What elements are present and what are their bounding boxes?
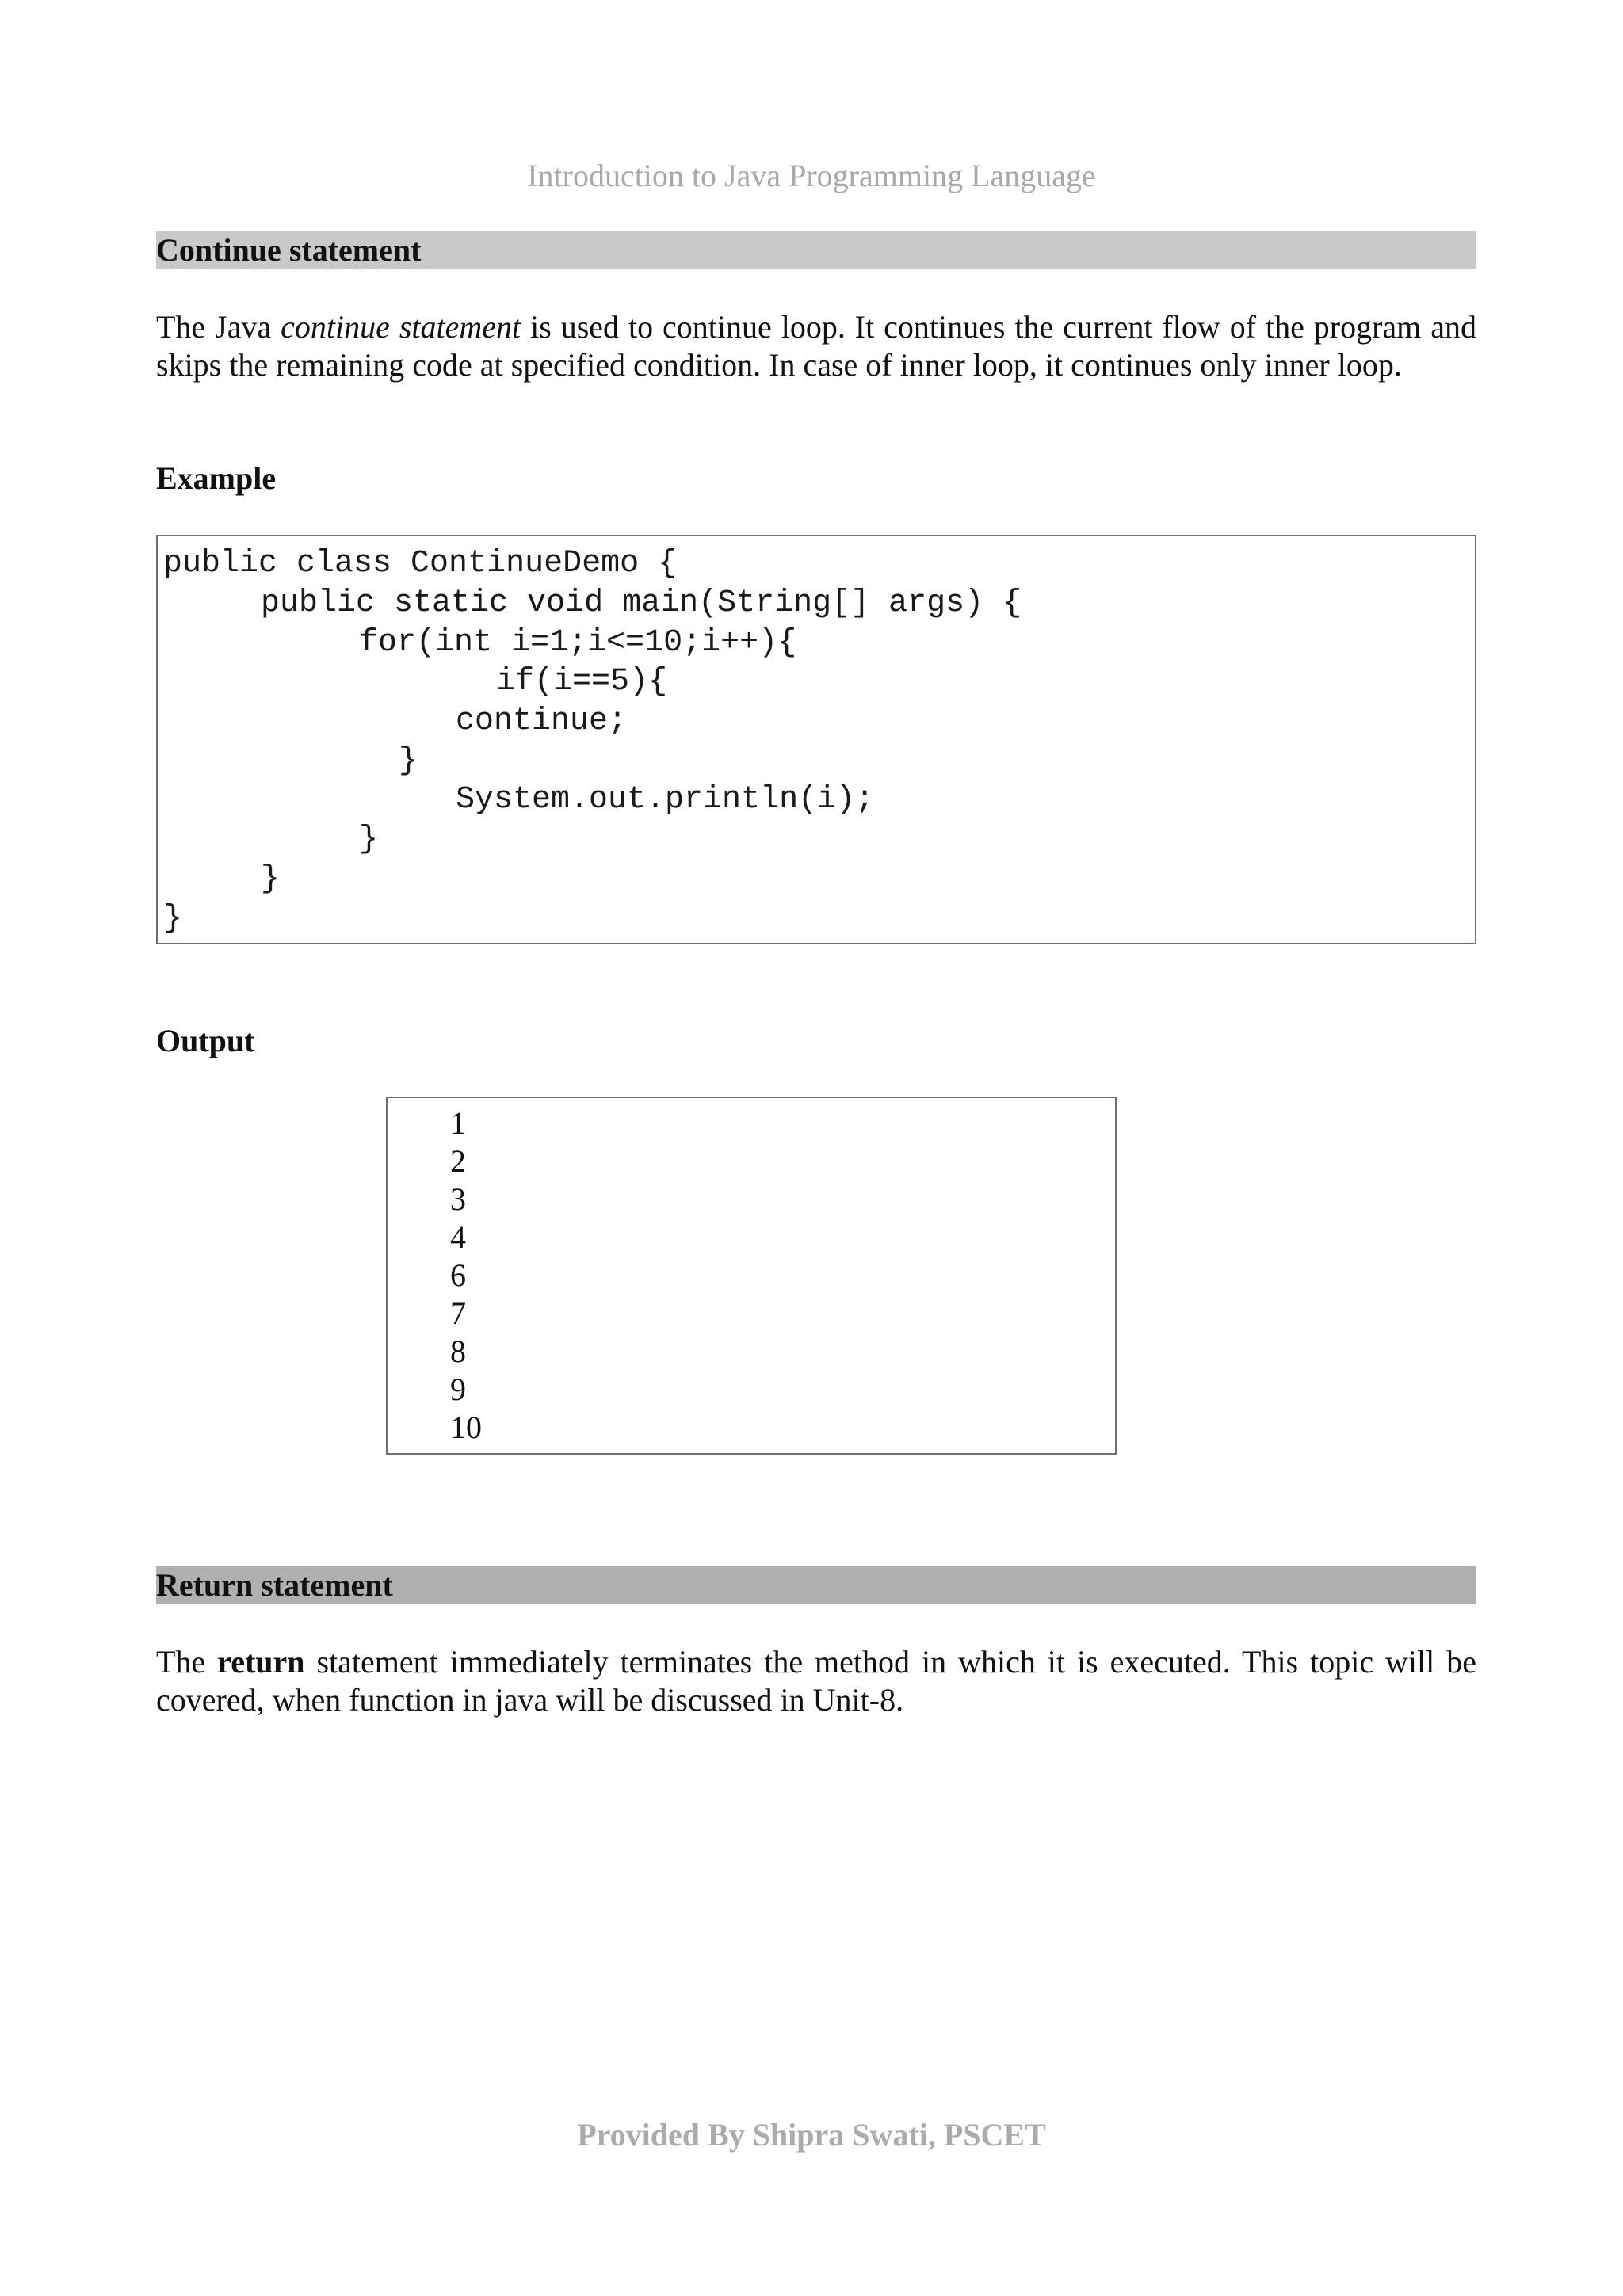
output-box (386, 1097, 1117, 1455)
output-value: 6 (450, 1257, 466, 1293)
output-value: 10 (450, 1409, 482, 1445)
code-line: public static void main(String[] args) { (261, 585, 1022, 621)
code-line: } (399, 743, 418, 779)
output-value: 1 (450, 1105, 466, 1141)
continue-description-emphasis: continue statement (281, 309, 521, 345)
section-heading-return: Return statement (156, 1566, 1476, 1604)
output-value: 8 (450, 1333, 466, 1369)
return-description-rest: statement immediately terminates the method in which it is executed. This topic will be covered, when function in java will be discussed in Unit-8. (156, 1644, 1476, 1718)
code-line: continue; (456, 704, 628, 739)
output-list (450, 1104, 482, 1447)
output-value: 2 (450, 1143, 466, 1179)
page-footer: Provided By Shipra Swati, PSCET (577, 2117, 1046, 2153)
output-value: 7 (450, 1295, 466, 1331)
code-line: System.out.println(i); (456, 782, 875, 818)
code-line: } (163, 901, 183, 936)
continue-description (156, 308, 1476, 384)
page-header: Introduction to Java Programming Language (527, 158, 1096, 193)
output-value: 3 (450, 1181, 466, 1217)
code-example-box (156, 535, 1476, 944)
continue-description-lead: The Java (156, 309, 281, 345)
output-value: 9 (450, 1371, 466, 1407)
code-line: } (261, 861, 281, 897)
code-line: if(i==5){ (496, 664, 668, 700)
code-line: public class ContinueDemo { (163, 546, 678, 582)
output-heading: Output (156, 1023, 255, 1058)
return-description-lead: The (156, 1644, 218, 1680)
code-line: for(int i=1;i<=10;i++){ (359, 625, 797, 661)
output-value: 4 (450, 1219, 466, 1255)
continue-description-rest: is used to continue loop. It continues the current flow of the program and skips the remaining code at specified condition. In case of inner loop, it continues only inner loop. (156, 309, 1476, 383)
code-line: } (359, 822, 379, 857)
return-description (156, 1643, 1476, 1719)
section-heading-continue: Continue statement (156, 231, 1476, 269)
example-heading: Example (156, 460, 277, 496)
return-description-bold: return (217, 1644, 305, 1680)
